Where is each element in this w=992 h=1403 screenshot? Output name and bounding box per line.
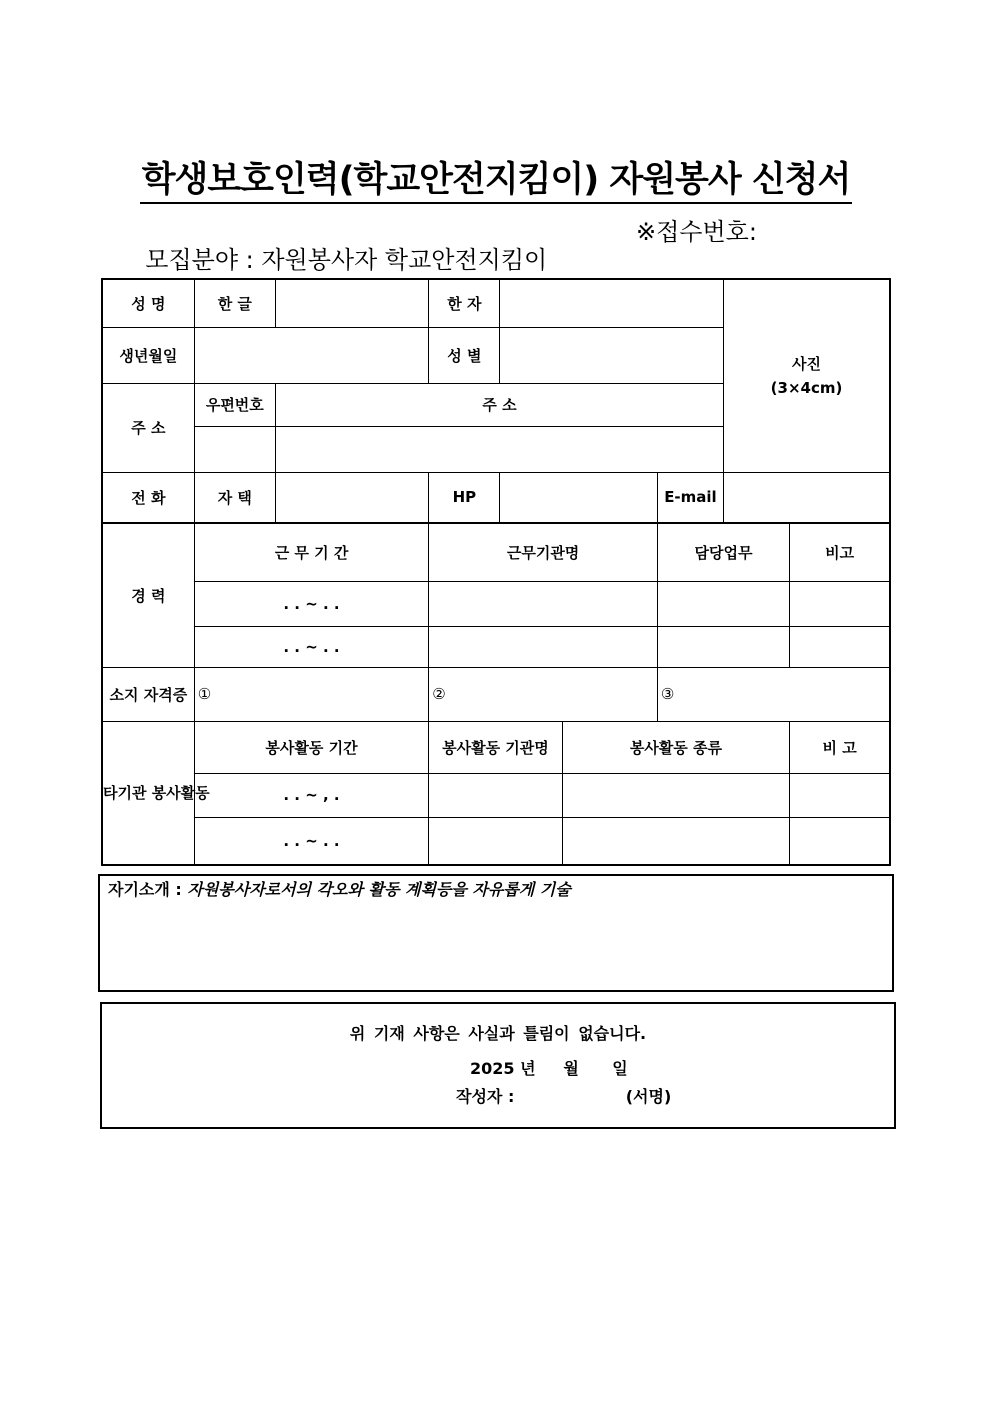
self-introduction-description: 자원봉사자로서의 각오와 활동 계획등을 자유롭게 기술 bbox=[187, 880, 571, 899]
phone-label: 전 화 bbox=[102, 472, 194, 523]
volunteer-note-header: 비 고 bbox=[790, 721, 890, 773]
application-table bbox=[101, 278, 891, 866]
declaration-signer: 작성자 : (서명) bbox=[456, 1087, 672, 1106]
certificate-field-1[interactable]: ① bbox=[194, 667, 429, 721]
hangul-label: 한 글 bbox=[194, 279, 275, 327]
address-field[interactable] bbox=[275, 426, 723, 472]
career-period-header: 근 무 기 간 bbox=[194, 523, 429, 581]
photo-size: (3×4cm) bbox=[770, 378, 843, 397]
volunteer-row bbox=[102, 773, 890, 817]
volunteer-note-field[interactable] bbox=[790, 817, 890, 865]
self-introduction-box[interactable] bbox=[98, 874, 894, 992]
name-label: 성 명 bbox=[102, 279, 194, 327]
career-note-field[interactable] bbox=[790, 581, 890, 626]
volunteer-note-field[interactable] bbox=[790, 773, 890, 817]
career-org-field[interactable] bbox=[429, 581, 658, 626]
self-introduction-label: 자기소개 : bbox=[108, 880, 188, 899]
career-label: 경 력 bbox=[102, 523, 194, 667]
address-column-label: 주 소 bbox=[275, 383, 723, 426]
photo-label: 사진 bbox=[792, 354, 821, 373]
certificate-field-3[interactable]: ③ bbox=[657, 667, 890, 721]
volunteer-label: 타기관 봉사활동 bbox=[102, 721, 194, 865]
photo-box[interactable] bbox=[724, 279, 890, 472]
career-note-header: 비고 bbox=[790, 523, 890, 581]
volunteer-type-field[interactable] bbox=[562, 773, 790, 817]
career-row bbox=[102, 581, 890, 626]
career-period-field[interactable]: . . ~ . . bbox=[194, 626, 429, 667]
career-note-field[interactable] bbox=[790, 626, 890, 667]
career-org-header: 근무기관명 bbox=[429, 523, 658, 581]
volunteer-period-field[interactable]: . . ~ . . bbox=[194, 817, 429, 865]
declaration-statement: 위 기재 사항은 사실과 틀림이 없습니다. bbox=[349, 1024, 647, 1043]
phone-row bbox=[102, 472, 890, 523]
declaration-date: 2025 년 월 일 bbox=[470, 1059, 628, 1078]
form-title bbox=[0, 152, 992, 202]
postal-code-label: 우편번호 bbox=[194, 383, 275, 426]
certificate-label: 소지 자격증 bbox=[102, 667, 194, 721]
hangul-name-field[interactable] bbox=[275, 279, 428, 327]
volunteer-org-field[interactable] bbox=[429, 773, 562, 817]
receipt-number-label: ※접수번호: bbox=[636, 218, 757, 246]
career-org-field[interactable] bbox=[429, 626, 658, 667]
gender-label: 성 별 bbox=[429, 327, 500, 383]
volunteer-header-row bbox=[102, 721, 890, 773]
home-phone-field[interactable] bbox=[275, 472, 428, 523]
title-text: 학생보호인력(학교안전지킴이) 자원봉사 신청서 bbox=[140, 160, 853, 204]
birth-field[interactable] bbox=[194, 327, 429, 383]
career-header-row bbox=[102, 523, 890, 581]
volunteer-org-header: 봉사활동 기관명 bbox=[429, 721, 562, 773]
postal-code-field[interactable] bbox=[194, 426, 275, 472]
gender-field[interactable] bbox=[500, 327, 724, 383]
career-duty-field[interactable] bbox=[657, 581, 789, 626]
email-field[interactable] bbox=[724, 472, 890, 523]
volunteer-org-field[interactable] bbox=[429, 817, 562, 865]
volunteer-row bbox=[102, 817, 890, 865]
career-row bbox=[102, 626, 890, 667]
self-introduction-heading bbox=[108, 877, 571, 900]
certificate-row bbox=[102, 667, 890, 721]
career-period-field[interactable]: . . ~ . . bbox=[194, 581, 429, 626]
home-phone-label: 자 택 bbox=[194, 472, 275, 523]
career-duty-header: 담당업무 bbox=[657, 523, 789, 581]
name-row bbox=[102, 279, 890, 327]
volunteer-period-header: 봉사활동 기간 bbox=[194, 721, 429, 773]
hanja-label: 한 자 bbox=[429, 279, 500, 327]
career-duty-field[interactable] bbox=[657, 626, 789, 667]
volunteer-type-header: 봉사활동 종류 bbox=[562, 721, 790, 773]
hp-label: HP bbox=[429, 472, 500, 523]
birth-label: 생년월일 bbox=[102, 327, 194, 383]
hp-field[interactable] bbox=[500, 472, 657, 523]
declaration-box bbox=[100, 1002, 896, 1129]
address-label: 주 소 bbox=[102, 383, 194, 472]
recruit-field: 모집분야 : 자원봉사자 학교안전지킴이 bbox=[145, 246, 548, 274]
email-label: E-mail bbox=[657, 472, 723, 523]
volunteer-type-field[interactable] bbox=[562, 817, 790, 865]
hanja-name-field[interactable] bbox=[500, 279, 724, 327]
certificate-field-2[interactable]: ② bbox=[429, 667, 658, 721]
volunteer-period-field[interactable]: . . ~ , . bbox=[194, 773, 429, 817]
